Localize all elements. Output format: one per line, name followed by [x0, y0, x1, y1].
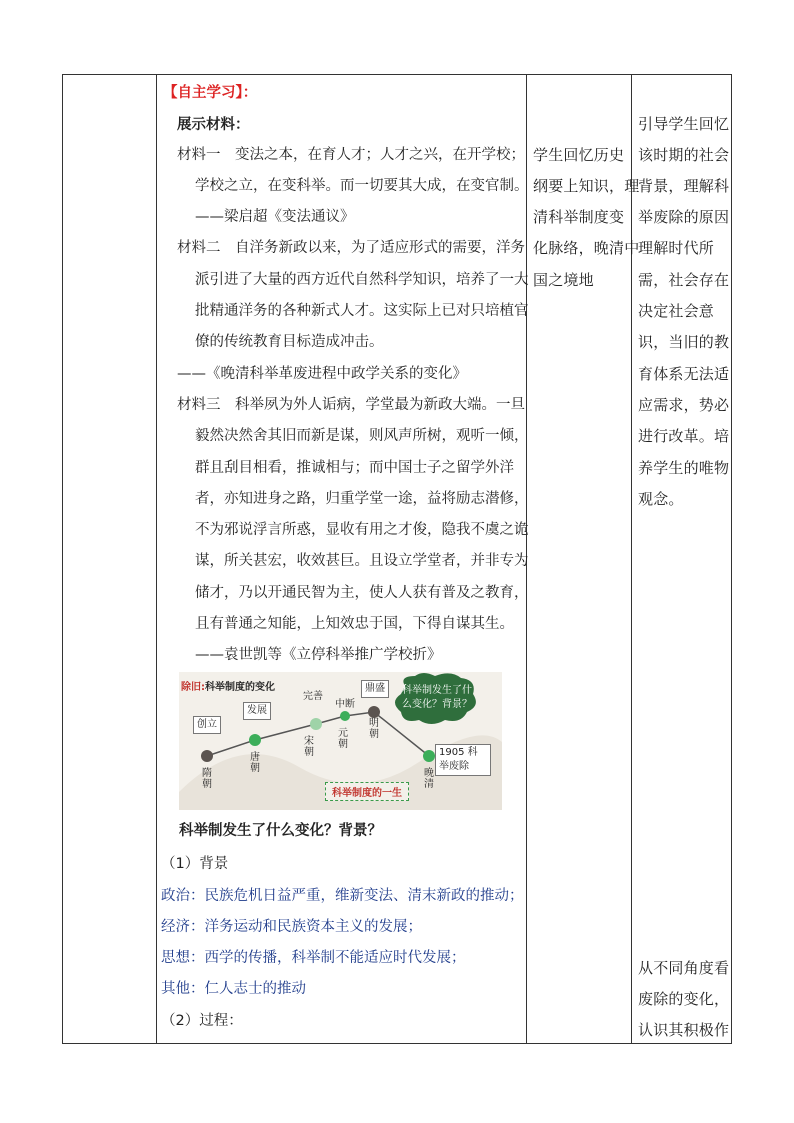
stage-label: 发展	[243, 702, 271, 720]
student-activity-line: 清科举制度变	[533, 208, 625, 226]
lesson-table	[62, 74, 732, 1044]
design-intent-line: 背景，理解科	[638, 177, 730, 195]
material3-line: 者，亦知进身之路，归重学堂一途，益将励志潜修，	[195, 491, 529, 507]
background-label: （1）背景	[161, 856, 229, 872]
background-item: 政治：民族危机日益严重，维新变法、清末新政的推动；	[161, 888, 524, 904]
material1-source: ——梁启超《变法通议》	[195, 209, 355, 225]
design-intent-line: 举废除的原因	[638, 208, 730, 226]
node-ming	[368, 706, 380, 718]
question-text: 科举制发生了什么变化？背景？	[179, 823, 382, 839]
design-intent-line: 引导学生回忆	[638, 115, 730, 133]
node-song	[310, 718, 322, 730]
background-item: 思想：西学的传播，科举制不能适应时代发展；	[161, 950, 466, 966]
dynasty-label: 晚清	[424, 768, 434, 790]
design-intent-line: 决定社会意	[638, 302, 715, 320]
node-late-qing	[423, 750, 435, 762]
material3-line: 群且刮目相看，推诚相与；而中国士子之留学外洋	[195, 460, 514, 476]
design-intent-line-2: 废除的变化，	[638, 990, 730, 1008]
self-study-heading: 【自主学习】：	[163, 85, 258, 101]
material3-line: 谋，所关甚宏，收效甚巨。且设立学堂者，并非专为	[195, 553, 529, 569]
bubble-question: 科举制发生了什么变化？背景？	[402, 685, 472, 710]
design-intent-line-2: 从不同角度看	[638, 959, 730, 977]
stage-label: 创立	[193, 716, 221, 734]
material3-line: 材料三 科举夙为外人诟病，学堂最为新政大端。一旦	[177, 397, 525, 413]
col-3-cell	[527, 75, 640, 1043]
background-item: 经济：洋务运动和民族资本主义的发展；	[161, 919, 422, 935]
design-intent-line: 识，当旧的教	[638, 333, 730, 351]
material2-line: 僚的传统教育目标造成冲击。	[195, 334, 384, 350]
design-intent-line: 需，社会存在	[638, 271, 730, 289]
stage-label: 中断	[335, 699, 355, 710]
material1-line: 学校之立，在变科举。而一切要其大成，在变官制。	[195, 178, 529, 194]
dynasty-label: 宋朝	[304, 736, 314, 758]
col-1-cell	[63, 75, 156, 1043]
material2-line: 材料二 自洋务新政以来，为了适应形式的需要，洋务	[177, 240, 525, 256]
dynasty-label: 唐朝	[250, 752, 260, 774]
material3-line: 且有普通之知能，上知效忠于国，下得自谋其生。	[195, 616, 514, 632]
design-intent-line: 观念。	[638, 490, 684, 508]
stage-label: 完善	[303, 691, 323, 702]
student-activity-line: 国之境地	[533, 271, 594, 289]
design-intent-line: 理解时代所	[638, 239, 715, 257]
material3-line: 储才，乃以开通民智为主，使人人获有普及之教育，	[195, 585, 529, 601]
design-intent-line: 该时期的社会	[638, 146, 730, 164]
abolition-label: 1905 科举废除	[435, 744, 491, 776]
process-label: （2）过程：	[161, 1013, 243, 1029]
node-yuan	[340, 711, 350, 721]
node-sui	[201, 750, 213, 762]
design-intent-line-2: 认识其积极作	[638, 1021, 730, 1039]
material3-line: 不为邪说浮言所惑，显收有用之才俊，隐我不虞之诡	[195, 522, 529, 538]
dynasty-label: 元朝	[338, 728, 348, 750]
student-activity-line: 纲要上知识，理	[533, 177, 640, 195]
col-4-cell	[632, 75, 732, 1043]
material2-source: ——《晚清科举革废进程中政学关系的变化》	[177, 366, 467, 382]
background-item: 其他：仁人志士的推动	[161, 981, 306, 997]
material3-line: 毅然决然舍其旧而新是谋，则风声所树，观听一倾，	[195, 428, 529, 444]
student-activity-line: 化脉络，晚清中	[533, 239, 640, 257]
student-activity-line: 学生回忆历史	[533, 146, 625, 164]
dynasty-label: 明朝	[369, 718, 379, 740]
design-intent-line: 进行改革。培	[638, 427, 730, 445]
material-title: 展示材料：	[177, 117, 250, 133]
material2-line: 批精通洋务的各种新式人才。这实际上已对只培植官	[195, 303, 529, 319]
stage-label: 鼎盛	[361, 680, 389, 698]
design-intent-line: 育体系无法适	[638, 365, 730, 383]
col-2-cell	[157, 75, 529, 1043]
material3-source: ——袁世凯等《立停科举推广学校折》	[195, 647, 442, 663]
life-label: 科举制度的一生	[325, 782, 409, 801]
node-tang	[249, 734, 261, 746]
material2-line: 派引进了大量的西方近代自然科学知识，培养了一大	[195, 272, 529, 288]
figure-title-red: 除旧:	[181, 682, 205, 693]
dynasty-label: 隋朝	[202, 768, 212, 790]
material1-line: 材料一 变法之本，在育人才；人才之兴，在开学校；	[177, 147, 525, 163]
timeline-figure	[179, 672, 502, 810]
design-intent-line: 养学生的唯物	[638, 459, 730, 477]
design-intent-line: 应需求，势必	[638, 396, 730, 414]
figure-title-text: 科举制度的变化	[205, 682, 275, 693]
